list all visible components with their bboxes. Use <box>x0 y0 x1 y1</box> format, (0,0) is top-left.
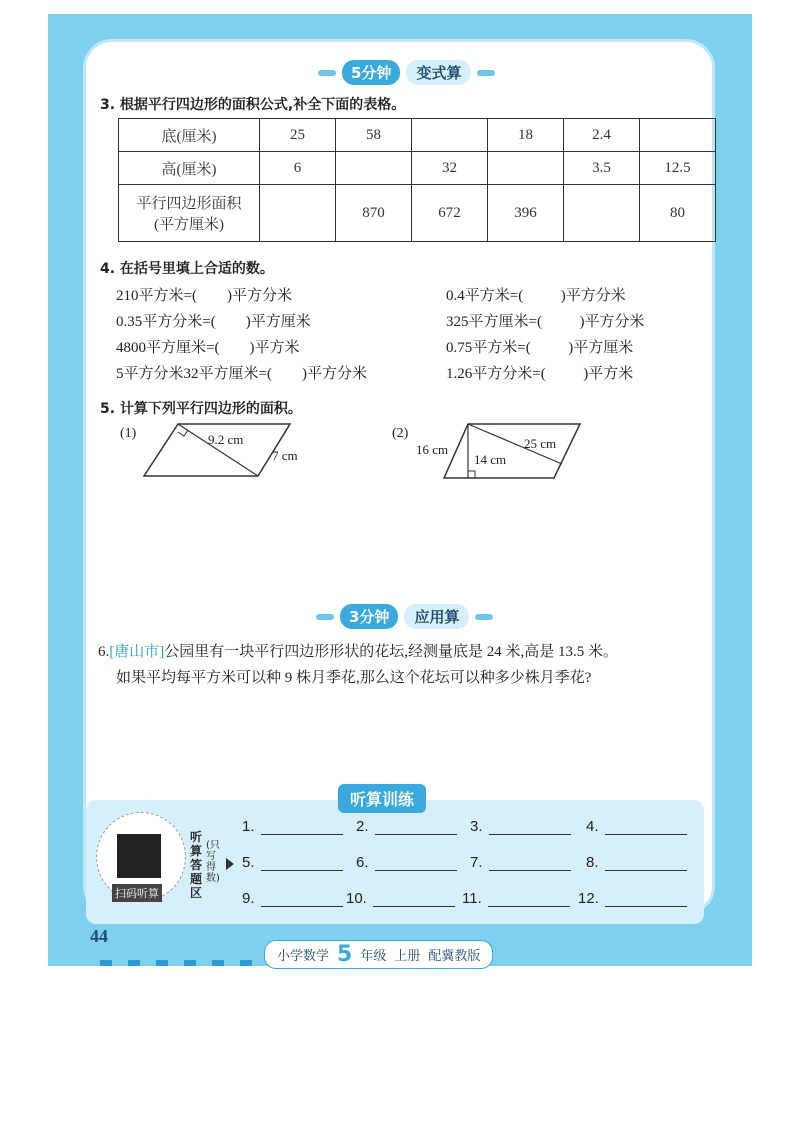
answer-item[interactable] <box>470 854 571 871</box>
fig1-label: (1) <box>120 426 137 441</box>
q6-number: 6. <box>98 644 110 660</box>
q4-title: 4. 在括号里填上合适的数。 <box>100 261 274 277</box>
answer-item[interactable] <box>578 890 687 907</box>
pill-bar <box>477 70 495 76</box>
footer-stripes <box>100 960 280 966</box>
answer-item[interactable] <box>346 890 455 907</box>
answer-blank[interactable] <box>261 892 343 907</box>
fig2-label: (2) <box>392 426 409 441</box>
answer-number: 3. <box>470 818 483 835</box>
table-cell[interactable]: 396 <box>488 185 564 242</box>
triangle-arrow-icon <box>226 858 234 870</box>
answer-blank[interactable] <box>261 856 343 871</box>
right-angle-mark <box>178 430 188 436</box>
table-cell[interactable]: 3.5 <box>564 152 640 185</box>
table-cell[interactable]: 672 <box>412 185 488 242</box>
answer-note: (只写得数) <box>206 840 220 884</box>
q6-tag: [唐山市] <box>109 644 165 660</box>
footer-grade-suffix: 年级 <box>360 949 387 964</box>
answer-item[interactable] <box>356 854 457 871</box>
answer-item[interactable] <box>462 890 570 907</box>
fig2-height-label: 14 cm <box>474 452 507 467</box>
answer-number: 10. <box>346 890 367 907</box>
table-cell[interactable] <box>564 185 640 242</box>
answer-number: 1. <box>242 818 255 835</box>
answer-number: 5. <box>242 854 255 871</box>
table-cell[interactable] <box>412 119 488 152</box>
table-cell[interactable] <box>260 185 336 242</box>
page-number: 44 <box>90 926 108 946</box>
row-label: 高(厘米) <box>119 152 260 185</box>
conversion-item[interactable]: 0.4平方米=( )平方分米 <box>446 288 626 304</box>
conversion-item[interactable]: 4800平方厘米=( )平方米 <box>116 340 300 356</box>
answer-number: 9. <box>242 890 255 907</box>
answer-blank[interactable] <box>373 892 455 907</box>
row-label: 底(厘米) <box>119 119 260 152</box>
fig2-diag-label: 25 cm <box>524 436 557 451</box>
pill-bar <box>475 614 493 620</box>
table-cell[interactable]: 6 <box>260 152 336 185</box>
table-cell[interactable]: 2.4 <box>564 119 640 152</box>
section-name: 变式算 <box>406 60 471 85</box>
table-row <box>119 119 716 152</box>
answer-number: 7. <box>470 854 483 871</box>
answer-item[interactable] <box>242 890 343 907</box>
table-cell[interactable]: 58 <box>336 119 412 152</box>
section-header-application <box>316 604 493 629</box>
q3-title: 3. 根据平行四边形的面积公式,补全下面的表格。 <box>100 97 406 113</box>
conversion-item[interactable]: 0.75平方米=( )平方厘米 <box>446 340 634 356</box>
pill-bar <box>318 70 336 76</box>
section-header-variant <box>318 60 495 85</box>
footer-grade: 5 <box>337 942 353 967</box>
table-row <box>119 152 716 185</box>
answer-blank[interactable] <box>489 820 571 835</box>
right-angle-mark <box>468 471 475 478</box>
answer-blank[interactable] <box>261 820 343 835</box>
parallelogram-figure-2 <box>440 420 590 482</box>
conversion-item[interactable]: 0.35平方分米=( )平方厘米 <box>116 314 311 330</box>
answer-item[interactable] <box>242 818 343 835</box>
answer-item[interactable] <box>586 818 687 835</box>
answer-number: 11. <box>462 890 482 907</box>
footer-label <box>264 940 493 969</box>
table-cell[interactable]: 80 <box>640 185 716 242</box>
table-cell[interactable]: 18 <box>488 119 564 152</box>
answer-item[interactable] <box>242 854 343 871</box>
answer-number: 12. <box>578 890 599 907</box>
footer-subject: 小学数学 <box>277 949 330 964</box>
table-cell[interactable]: 870 <box>336 185 412 242</box>
answer-area-label: 听算答题区 <box>190 830 203 900</box>
row-label-line: (平方厘米) <box>154 217 224 233</box>
row-label <box>119 185 260 242</box>
footer-edition: 配冀教版 <box>428 949 481 964</box>
answer-number: 6. <box>356 854 369 871</box>
fig1-diag-label: 9.2 cm <box>208 432 244 447</box>
conversion-item[interactable]: 325平方厘米=( )平方分米 <box>446 314 645 330</box>
answer-number: 8. <box>586 854 599 871</box>
section-minutes: 5分钟 <box>342 60 400 85</box>
pill-bar <box>316 614 334 620</box>
footer-volume: 上册 <box>394 949 421 964</box>
answer-blank[interactable] <box>375 856 457 871</box>
qr-code-icon[interactable] <box>117 834 161 878</box>
answer-blank[interactable] <box>375 820 457 835</box>
scan-label: 扫码听算 <box>112 884 162 902</box>
table-cell[interactable] <box>336 152 412 185</box>
fig1-side-label: 7 cm <box>272 448 298 463</box>
section-name: 应用算 <box>404 604 469 629</box>
answer-blank[interactable] <box>605 856 687 871</box>
fig2-side-label: 16 cm <box>416 442 449 457</box>
conversion-item[interactable]: 5平方分米32平方厘米=( )平方分米 <box>116 366 367 382</box>
area-table <box>118 118 716 242</box>
table-cell[interactable]: 32 <box>412 152 488 185</box>
table-cell[interactable]: 25 <box>260 119 336 152</box>
table-cell[interactable] <box>488 152 564 185</box>
section-minutes: 3分钟 <box>340 604 398 629</box>
answer-item[interactable] <box>356 818 457 835</box>
q6-text: 公园里有一块平行四边形形状的花坛,经测量底是 24 米,高是 13.5 米。 <box>164 644 619 660</box>
parallelogram-shape <box>444 424 580 478</box>
answer-blank[interactable] <box>605 892 687 907</box>
listening-title: 听算训练 <box>338 784 426 813</box>
answer-blank[interactable] <box>605 820 687 835</box>
table-cell[interactable]: 12.5 <box>640 152 716 185</box>
answer-item[interactable] <box>586 854 687 871</box>
q5-title: 5. 计算下列平行四边形的面积。 <box>100 401 302 417</box>
answer-blank[interactable] <box>488 892 570 907</box>
table-cell[interactable] <box>640 119 716 152</box>
conversion-item[interactable]: 1.26平方分米=( )平方米 <box>446 366 634 382</box>
conversion-item[interactable]: 210平方米=( )平方分米 <box>116 288 292 304</box>
q6-line1 <box>98 640 618 661</box>
answer-blank[interactable] <box>489 856 571 871</box>
answer-item[interactable] <box>470 818 571 835</box>
answer-number: 2. <box>356 818 369 835</box>
q6-line2: 如果平均每平方米可以种 9 株月季花,那么这个花坛可以种多少株月季花? <box>116 670 592 686</box>
table-row <box>119 185 716 242</box>
answer-number: 4. <box>586 818 599 835</box>
row-label-line: 平行四边形面积 <box>136 196 242 212</box>
